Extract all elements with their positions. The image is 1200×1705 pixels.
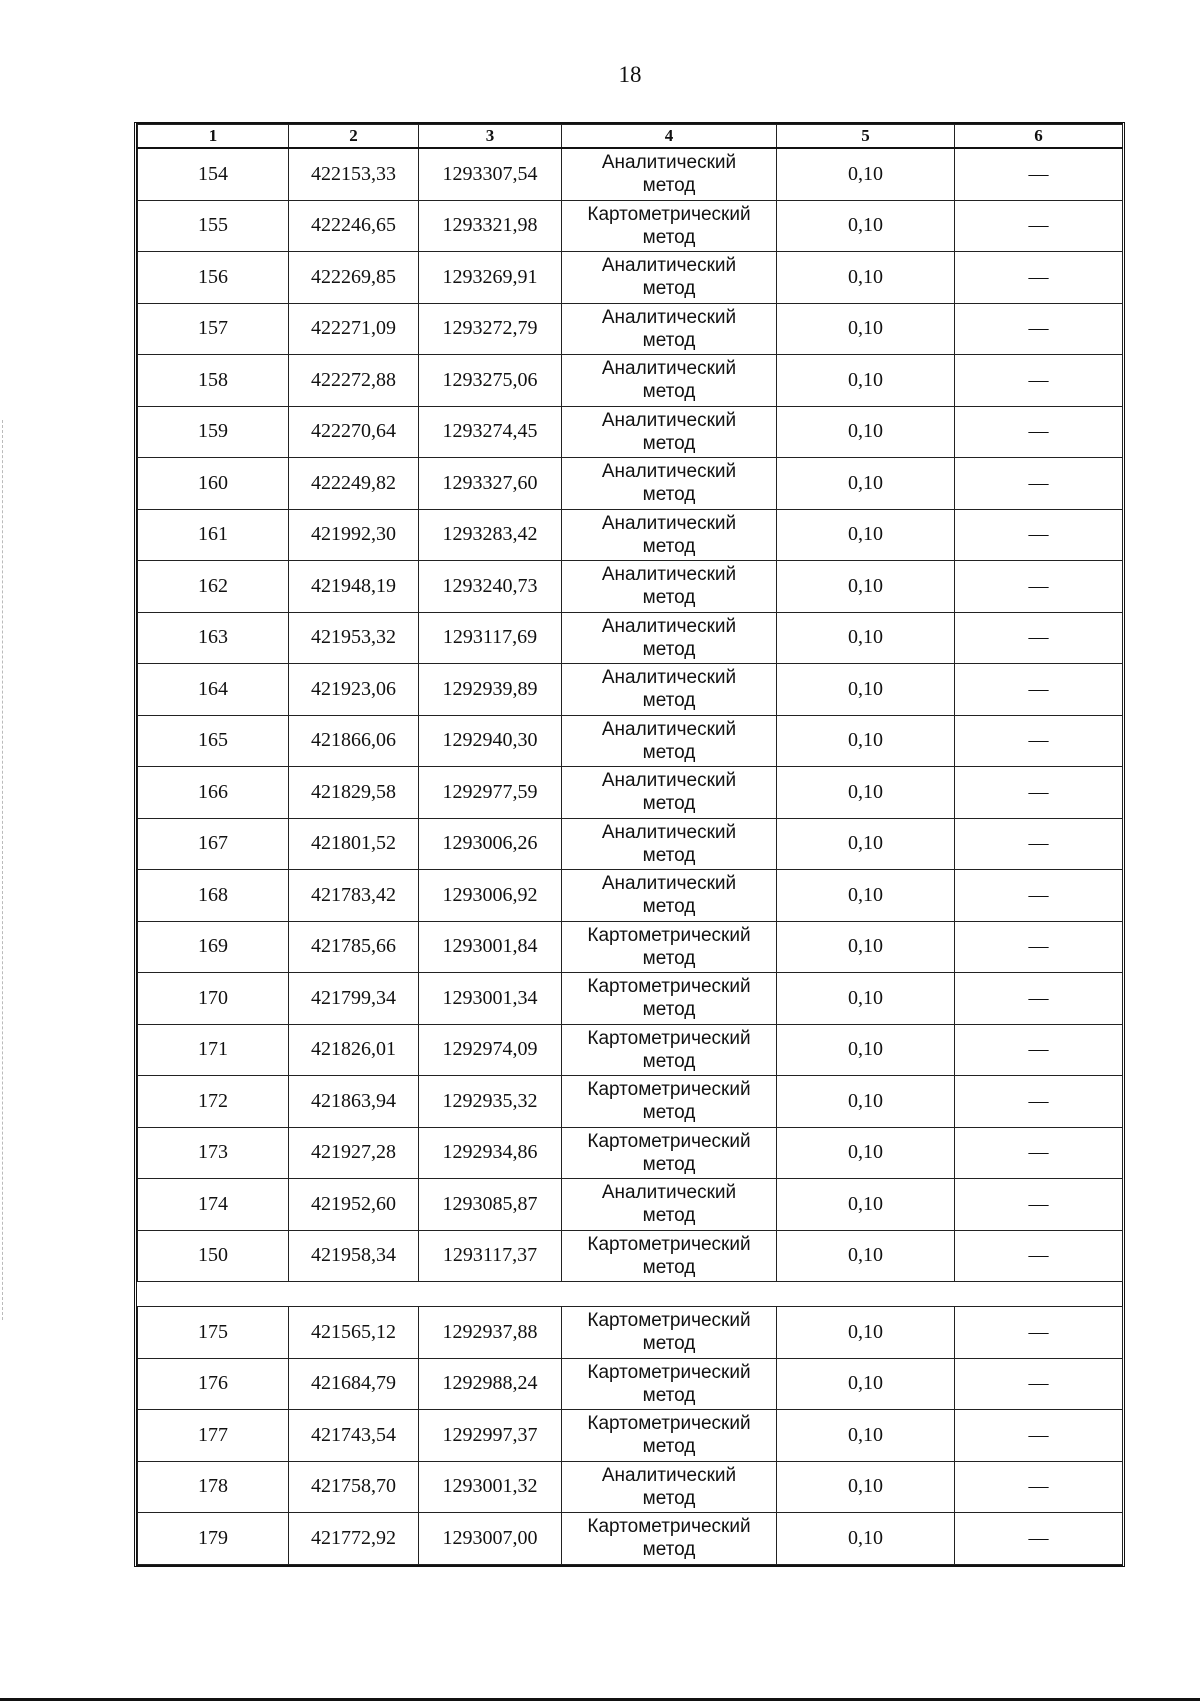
dash-mark: — — [1028, 368, 1049, 391]
dash-mark: — — [1028, 677, 1049, 700]
method-word: метод — [642, 381, 696, 403]
method-name: Аналитический — [601, 152, 737, 174]
coordinate-x-cell: 421953,32 — [289, 612, 419, 664]
coordinate-y-cell: 1293007,00 — [419, 1513, 562, 1565]
point-number-cell: 157 — [138, 303, 289, 355]
method-name: Аналитический — [601, 821, 737, 843]
table-row — [138, 355, 1123, 407]
accuracy-cell: 0,10 — [777, 1410, 955, 1462]
table-row — [138, 148, 1123, 200]
method-name: Картометрический — [587, 1310, 751, 1332]
coordinate-y-cell: 1292940,30 — [419, 715, 562, 767]
dash-mark: — — [1028, 1475, 1049, 1498]
method-word: метод — [642, 1384, 696, 1406]
method-cell — [562, 1358, 777, 1410]
description-cell — [955, 509, 1123, 561]
point-number-cell: 176 — [138, 1358, 289, 1410]
description-cell — [955, 1024, 1123, 1076]
method-name: Аналитический — [601, 306, 737, 328]
description-cell — [955, 664, 1123, 716]
accuracy-cell: 0,10 — [777, 1307, 955, 1359]
method-word: метод — [642, 535, 696, 557]
point-number-cell: 158 — [138, 355, 289, 407]
method-cell — [562, 818, 777, 870]
method-cell — [562, 612, 777, 664]
method-cell — [562, 973, 777, 1025]
description-cell — [955, 612, 1123, 664]
coordinate-y-cell: 1293269,91 — [419, 252, 562, 304]
coordinate-y-cell: 1293321,98 — [419, 200, 562, 252]
coordinate-y-cell: 1293006,26 — [419, 818, 562, 870]
method-name: Картометрический — [587, 976, 751, 998]
coordinate-x-cell: 422269,85 — [289, 252, 419, 304]
method-cell — [562, 1230, 777, 1282]
point-number-cell: 172 — [138, 1076, 289, 1128]
coordinate-x-cell: 421927,28 — [289, 1127, 419, 1179]
method-name: Аналитический — [601, 1464, 737, 1486]
method-cell — [562, 870, 777, 922]
method-word: метод — [642, 690, 696, 712]
dash-mark: — — [1028, 523, 1049, 546]
coordinate-y-cell: 1292977,59 — [419, 767, 562, 819]
column-header-1: 1 — [138, 125, 289, 149]
method-word: метод — [642, 638, 696, 660]
table-row — [138, 458, 1123, 510]
description-cell — [955, 458, 1123, 510]
method-word: метод — [642, 278, 696, 300]
coordinate-x-cell: 421783,42 — [289, 870, 419, 922]
column-header-3: 3 — [419, 125, 562, 149]
coordinate-x-cell: 421772,92 — [289, 1513, 419, 1565]
method-cell — [562, 1127, 777, 1179]
method-cell — [562, 715, 777, 767]
coordinate-x-cell: 421801,52 — [289, 818, 419, 870]
accuracy-cell: 0,10 — [777, 921, 955, 973]
description-cell — [955, 767, 1123, 819]
accuracy-cell: 0,10 — [777, 767, 955, 819]
coordinate-y-cell: 1293283,42 — [419, 509, 562, 561]
point-number-cell: 174 — [138, 1179, 289, 1231]
method-cell — [562, 406, 777, 458]
point-number-cell: 161 — [138, 509, 289, 561]
coordinate-y-cell: 1292974,09 — [419, 1024, 562, 1076]
point-number-cell: 170 — [138, 973, 289, 1025]
accuracy-cell: 0,10 — [777, 870, 955, 922]
dash-mark: — — [1028, 780, 1049, 803]
point-number-cell: 160 — [138, 458, 289, 510]
table-row — [138, 973, 1123, 1025]
column-header-6: 6 — [955, 125, 1123, 149]
method-name: Аналитический — [601, 461, 737, 483]
description-cell — [955, 561, 1123, 613]
separator-row — [138, 1282, 1123, 1307]
method-word: метод — [642, 1333, 696, 1355]
description-cell — [955, 973, 1123, 1025]
coordinate-y-cell: 1292937,88 — [419, 1307, 562, 1359]
point-number-cell: 175 — [138, 1307, 289, 1359]
coordinate-y-cell: 1293117,37 — [419, 1230, 562, 1282]
point-number-cell: 162 — [138, 561, 289, 613]
coordinate-x-cell: 421785,66 — [289, 921, 419, 973]
description-cell — [955, 1513, 1123, 1565]
accuracy-cell: 0,10 — [777, 148, 955, 200]
coordinate-y-cell: 1293274,45 — [419, 406, 562, 458]
accuracy-cell: 0,10 — [777, 612, 955, 664]
method-name: Аналитический — [601, 873, 737, 895]
coordinate-y-cell: 1292939,89 — [419, 664, 562, 716]
coordinate-y-cell: 1293085,87 — [419, 1179, 562, 1231]
coordinate-y-cell: 1292988,24 — [419, 1358, 562, 1410]
method-cell — [562, 767, 777, 819]
method-name: Аналитический — [601, 1182, 737, 1204]
accuracy-cell: 0,10 — [777, 1076, 955, 1128]
dash-mark: — — [1028, 1372, 1049, 1395]
method-cell — [562, 509, 777, 561]
method-word: метод — [642, 484, 696, 506]
description-cell — [955, 303, 1123, 355]
page-number: 18 — [618, 62, 642, 87]
point-number-cell: 159 — [138, 406, 289, 458]
coordinates-table — [137, 124, 1123, 1565]
method-cell — [562, 1307, 777, 1359]
point-number-cell: 171 — [138, 1024, 289, 1076]
method-cell — [562, 303, 777, 355]
accuracy-cell: 0,10 — [777, 1513, 955, 1565]
dash-mark: — — [1028, 986, 1049, 1009]
point-number-cell: 168 — [138, 870, 289, 922]
accuracy-cell: 0,10 — [777, 1179, 955, 1231]
point-number-cell: 155 — [138, 200, 289, 252]
table-row — [138, 1230, 1123, 1282]
coordinate-x-cell: 422270,64 — [289, 406, 419, 458]
table-row — [138, 1358, 1123, 1410]
method-name: Аналитический — [601, 564, 737, 586]
description-cell — [955, 200, 1123, 252]
bottom-rule — [0, 1698, 1200, 1701]
table-row — [138, 1410, 1123, 1462]
method-cell — [562, 1461, 777, 1513]
table-row — [138, 818, 1123, 870]
accuracy-cell: 0,10 — [777, 664, 955, 716]
point-number-cell: 154 — [138, 148, 289, 200]
method-word: метод — [642, 587, 696, 609]
description-cell — [955, 1076, 1123, 1128]
dash-mark: — — [1028, 729, 1049, 752]
description-cell — [955, 1358, 1123, 1410]
method-word: метод — [642, 896, 696, 918]
dash-mark: — — [1028, 1089, 1049, 1112]
method-word: метод — [642, 1436, 696, 1458]
dash-mark: — — [1028, 420, 1049, 443]
column-header-5: 5 — [777, 125, 955, 149]
coordinate-y-cell: 1293001,32 — [419, 1461, 562, 1513]
dash-mark: — — [1028, 1423, 1049, 1446]
coordinate-y-cell: 1293275,06 — [419, 355, 562, 407]
method-name: Аналитический — [601, 512, 737, 534]
method-word: метод — [642, 999, 696, 1021]
description-cell — [955, 406, 1123, 458]
description-cell — [955, 1230, 1123, 1282]
coordinate-x-cell: 421958,34 — [289, 1230, 419, 1282]
dash-mark: — — [1028, 574, 1049, 597]
method-word: метод — [642, 1102, 696, 1124]
coordinate-y-cell: 1293240,73 — [419, 561, 562, 613]
method-cell — [562, 1076, 777, 1128]
header-row — [138, 125, 1123, 149]
description-cell — [955, 715, 1123, 767]
accuracy-cell: 0,10 — [777, 355, 955, 407]
accuracy-cell: 0,10 — [777, 1230, 955, 1282]
accuracy-cell: 0,10 — [777, 406, 955, 458]
method-name: Картометрический — [587, 1361, 751, 1383]
column-header-2: 2 — [289, 125, 419, 149]
accuracy-cell: 0,10 — [777, 561, 955, 613]
method-name: Аналитический — [601, 718, 737, 740]
margin-fold-line — [2, 420, 4, 1320]
table-body — [138, 148, 1123, 1564]
accuracy-cell: 0,10 — [777, 458, 955, 510]
method-name: Картометрический — [587, 1516, 751, 1538]
accuracy-cell: 0,10 — [777, 973, 955, 1025]
coordinate-y-cell: 1293001,34 — [419, 973, 562, 1025]
dash-mark: — — [1028, 1244, 1049, 1267]
method-cell — [562, 252, 777, 304]
method-name: Аналитический — [601, 409, 737, 431]
table-row — [138, 1461, 1123, 1513]
column-header-4: 4 — [562, 125, 777, 149]
description-cell — [955, 355, 1123, 407]
description-cell — [955, 1410, 1123, 1462]
method-name: Картометрический — [587, 1079, 751, 1101]
method-word: метод — [642, 1539, 696, 1561]
method-name: Аналитический — [601, 667, 737, 689]
method-word: метод — [642, 1256, 696, 1278]
coordinate-y-cell: 1293001,84 — [419, 921, 562, 973]
method-name: Аналитический — [601, 358, 737, 380]
dash-mark: — — [1028, 317, 1049, 340]
description-cell — [955, 921, 1123, 973]
method-cell — [562, 1410, 777, 1462]
accuracy-cell: 0,10 — [777, 303, 955, 355]
point-number-cell: 165 — [138, 715, 289, 767]
method-name: Картометрический — [587, 203, 751, 225]
dash-mark: — — [1028, 265, 1049, 288]
method-cell — [562, 458, 777, 510]
coordinate-x-cell: 421743,54 — [289, 1410, 419, 1462]
coordinate-x-cell: 422246,65 — [289, 200, 419, 252]
accuracy-cell: 0,10 — [777, 200, 955, 252]
coordinate-x-cell: 421992,30 — [289, 509, 419, 561]
accuracy-cell: 0,10 — [777, 1024, 955, 1076]
method-cell — [562, 355, 777, 407]
method-cell — [562, 1024, 777, 1076]
coordinate-x-cell: 421565,12 — [289, 1307, 419, 1359]
dash-mark: — — [1028, 214, 1049, 237]
description-cell — [955, 148, 1123, 200]
coordinate-y-cell: 1293117,69 — [419, 612, 562, 664]
accuracy-cell: 0,10 — [777, 252, 955, 304]
coordinate-x-cell: 421829,58 — [289, 767, 419, 819]
point-number-cell: 150 — [138, 1230, 289, 1282]
point-number-cell: 167 — [138, 818, 289, 870]
table-row — [138, 509, 1123, 561]
table-header — [138, 125, 1123, 149]
point-number-cell: 173 — [138, 1127, 289, 1179]
accuracy-cell: 0,10 — [777, 1358, 955, 1410]
method-cell — [562, 148, 777, 200]
accuracy-cell: 0,10 — [777, 715, 955, 767]
method-cell — [562, 200, 777, 252]
method-cell — [562, 921, 777, 973]
coordinate-x-cell: 421863,94 — [289, 1076, 419, 1128]
coordinate-x-cell: 421952,60 — [289, 1179, 419, 1231]
method-cell — [562, 1179, 777, 1231]
table-row — [138, 612, 1123, 664]
table-row — [138, 921, 1123, 973]
method-name: Картометрический — [587, 924, 751, 946]
table-row — [138, 1127, 1123, 1179]
separator-cell — [138, 1282, 1123, 1307]
dash-mark: — — [1028, 1038, 1049, 1061]
dash-mark: — — [1028, 1320, 1049, 1343]
method-word: метод — [642, 741, 696, 763]
method-name: Аналитический — [601, 255, 737, 277]
description-cell — [955, 1127, 1123, 1179]
coordinate-y-cell: 1293327,60 — [419, 458, 562, 510]
coordinate-y-cell: 1293272,79 — [419, 303, 562, 355]
method-word: метод — [642, 1487, 696, 1509]
point-number-cell: 179 — [138, 1513, 289, 1565]
dash-mark: — — [1028, 935, 1049, 958]
coordinate-x-cell: 421684,79 — [289, 1358, 419, 1410]
description-cell — [955, 1179, 1123, 1231]
method-word: метод — [642, 432, 696, 454]
table-row — [138, 406, 1123, 458]
method-word: метод — [642, 1153, 696, 1175]
coordinate-x-cell: 422272,88 — [289, 355, 419, 407]
point-number-cell: 166 — [138, 767, 289, 819]
method-word: метод — [642, 226, 696, 248]
method-word: метод — [642, 1205, 696, 1227]
table-row — [138, 561, 1123, 613]
table-row — [138, 1076, 1123, 1128]
method-name: Картометрический — [587, 1233, 751, 1255]
description-cell — [955, 818, 1123, 870]
method-word: метод — [642, 793, 696, 815]
dash-mark: — — [1028, 162, 1049, 185]
method-name: Картометрический — [587, 1027, 751, 1049]
method-word: метод — [642, 329, 696, 351]
coordinate-y-cell: 1292997,37 — [419, 1410, 562, 1462]
coordinate-x-cell: 421799,34 — [289, 973, 419, 1025]
coordinate-x-cell: 421866,06 — [289, 715, 419, 767]
table-row — [138, 767, 1123, 819]
table-row — [138, 715, 1123, 767]
description-cell — [955, 1307, 1123, 1359]
table-row — [138, 1307, 1123, 1359]
coordinates-table-frame — [134, 122, 1125, 1567]
point-number-cell: 177 — [138, 1410, 289, 1462]
coordinate-x-cell: 422271,09 — [289, 303, 419, 355]
method-name: Картометрический — [587, 1130, 751, 1152]
method-cell — [562, 1513, 777, 1565]
table-row — [138, 1024, 1123, 1076]
description-cell — [955, 252, 1123, 304]
dash-mark: — — [1028, 471, 1049, 494]
dash-mark: — — [1028, 883, 1049, 906]
method-cell — [562, 561, 777, 613]
method-word: метод — [642, 844, 696, 866]
method-name: Аналитический — [601, 770, 737, 792]
dash-mark: — — [1028, 626, 1049, 649]
description-cell — [955, 870, 1123, 922]
point-number-cell: 169 — [138, 921, 289, 973]
method-word: метод — [642, 175, 696, 197]
method-cell — [562, 664, 777, 716]
accuracy-cell: 0,10 — [777, 1461, 955, 1513]
coordinate-x-cell: 422249,82 — [289, 458, 419, 510]
coordinate-x-cell: 422153,33 — [289, 148, 419, 200]
coordinate-x-cell: 421826,01 — [289, 1024, 419, 1076]
method-name: Аналитический — [601, 615, 737, 637]
accuracy-cell: 0,10 — [777, 509, 955, 561]
dash-mark: — — [1028, 1526, 1049, 1549]
table-row — [138, 200, 1123, 252]
table-row — [138, 870, 1123, 922]
table-row — [138, 664, 1123, 716]
accuracy-cell: 0,10 — [777, 1127, 955, 1179]
method-word: метод — [642, 947, 696, 969]
coordinate-y-cell: 1293006,92 — [419, 870, 562, 922]
coordinate-x-cell: 421948,19 — [289, 561, 419, 613]
point-number-cell: 164 — [138, 664, 289, 716]
coordinate-x-cell: 421923,06 — [289, 664, 419, 716]
description-cell — [955, 1461, 1123, 1513]
coordinate-y-cell: 1292935,32 — [419, 1076, 562, 1128]
method-word: метод — [642, 1050, 696, 1072]
point-number-cell: 163 — [138, 612, 289, 664]
point-number-cell: 156 — [138, 252, 289, 304]
table-row — [138, 303, 1123, 355]
dash-mark: — — [1028, 832, 1049, 855]
dash-mark: — — [1028, 1141, 1049, 1164]
table-row — [138, 1179, 1123, 1231]
method-name: Картометрический — [587, 1413, 751, 1435]
point-number-cell: 178 — [138, 1461, 289, 1513]
table-row — [138, 1513, 1123, 1565]
coordinate-x-cell: 421758,70 — [289, 1461, 419, 1513]
accuracy-cell: 0,10 — [777, 818, 955, 870]
dash-mark: — — [1028, 1192, 1049, 1215]
coordinate-y-cell: 1293307,54 — [419, 148, 562, 200]
coordinate-y-cell: 1292934,86 — [419, 1127, 562, 1179]
table-row — [138, 252, 1123, 304]
